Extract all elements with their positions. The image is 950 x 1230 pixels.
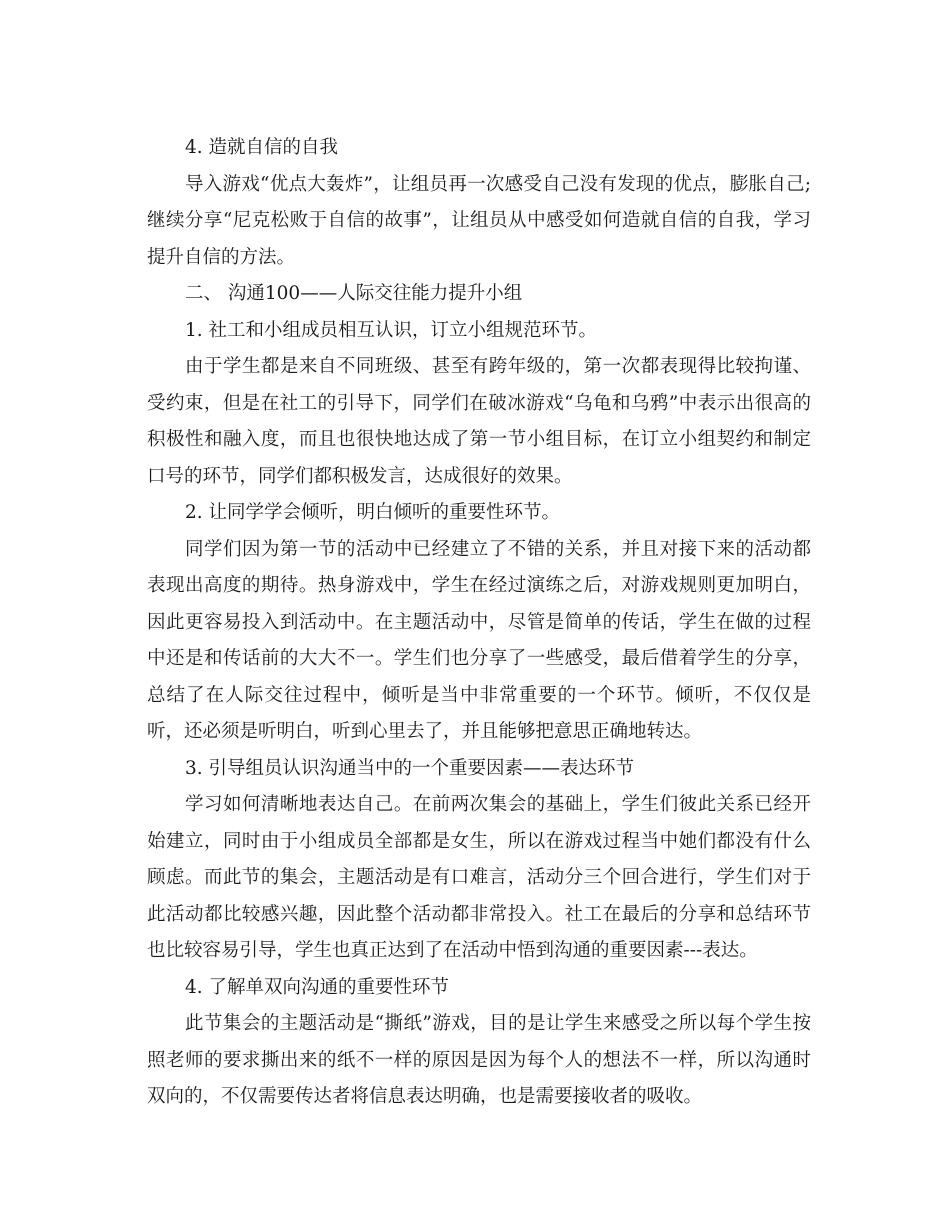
paragraph-expression: 学习如何清晰地表达自己。在前两次集会的基础上，学生们彼此关系已经开始建立，同时由于小组成员全部都是女生，所以在游戏过程当中她们都没有什么顾虑。而此节的集会，主题活动是有口难言，活动分三个回合进行，学生们对于此活动都比较感兴趣，因此整个活动都非常投入。社工在最后的分享和总结环节也比较容易引导，学生也真正达到了在活动中悟到沟通的重要因素---表达。 (147, 794, 811, 961)
subheading-listening: 2. 让同学学会倾听，明白倾听的重要性环节。 (185, 502, 561, 523)
paragraph-listening: 同学们因为第一节的活动中已经建立了不错的关系，并且对接下来的活动都表现出高度的期待。热身游戏中，学生在经过演练之后，对游戏规则更加明白，因此更容易投入到活动中。在主题活动中，尽管是简单的传话，学生在做的过程中还是和传话前的大大不一。学生们也分享了一些感受，最后借着学生的分享，总结了在人际交往过程中，倾听是当中非常重要的一个环节。倾听，不仅仅是听，还必须是听明白，听到心里去了，并且能够把意思正确地转达。 (147, 538, 811, 742)
paragraph-introductions: 由于学生都是来自不同班级、甚至有跨年级的，第一次都表现得比较拘谨、受约束，但是在社工的引导下，同学们在破冰游戏“乌龟和乌鸦”中表示出很高的积极性和融入度，而且也很快地达成了第一节小组目标，在订立小组契约和制定口号的环节，同学们都积极发言，达成很好的效果。 (147, 356, 811, 487)
paragraph-two-way-communication: 此节集会的主题活动是“撕纸”游戏，目的是让学生来感受之所以每个学生按照老师的要求撕出来的纸不一样的原因是因为每个人的想法不一样，所以沟通时双向的，不仅需要传达者将信息表达明确，也是需要接收者的吸收。 (147, 1013, 811, 1107)
subheading-two-way-communication: 4. 了解单双向沟通的重要性环节 (185, 976, 450, 998)
document-body (147, 130, 811, 1116)
paragraph-confidence-game: 导入游戏“优点大轰炸”，让组员再一次感受自己没有发现的优点，膨胀自己;继续分享“尼克松败于自信的故事”，让组员从中感受如何造就自信的自我，学习提升自信的方法。 (147, 173, 811, 268)
section-heading-confidence: 4. 造就自信的自我 (185, 137, 339, 158)
subheading-expression: 3. 引导组员认识沟通当中的一个重要因素——表达环节 (185, 757, 635, 779)
section-heading-communication: 二、 沟通100——人际交往能力提升小组 (185, 283, 523, 304)
subheading-introductions: 1. 社工和小组成员相互认识，订立小组规范环节。 (185, 319, 598, 341)
